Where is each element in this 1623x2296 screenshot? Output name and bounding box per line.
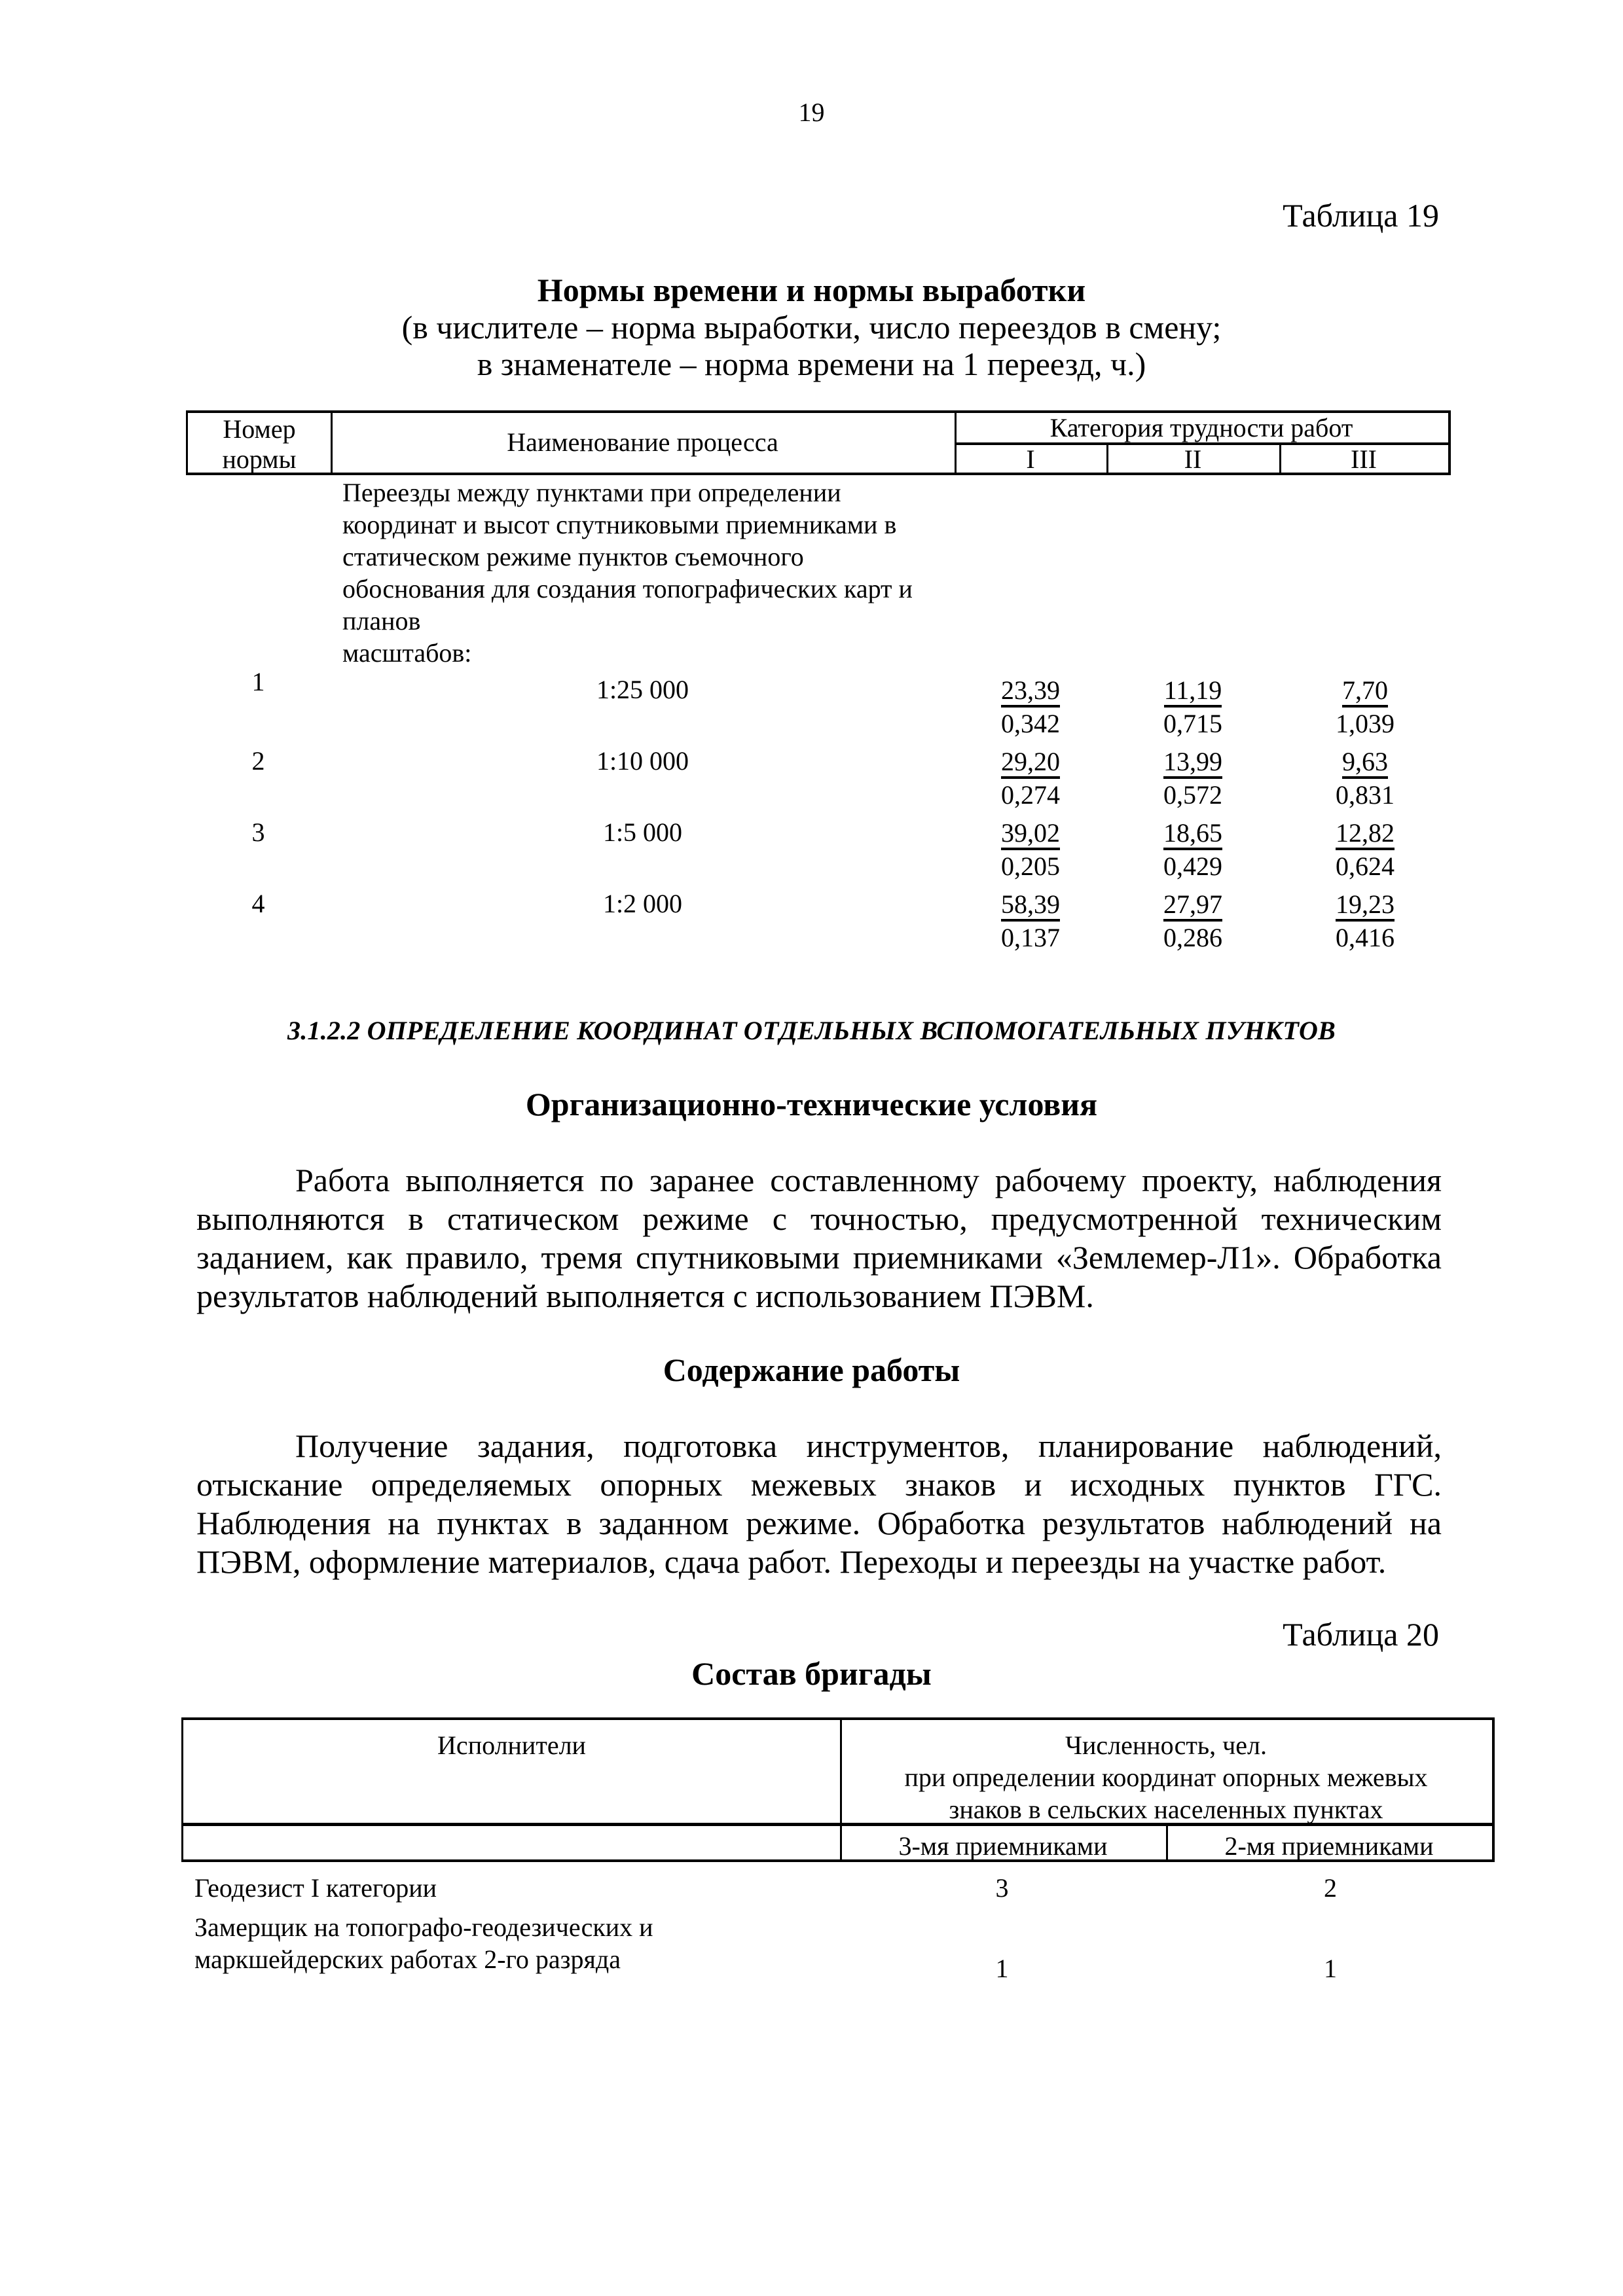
table-19-subtitle-line-1: (в числителе – норма выработки, число переездов в смену; [401,309,1222,346]
fraction-cell [1106,674,1279,740]
table-19-title: Нормы времени и нормы выработки [537,272,1086,308]
fraction-denominator: 0,572 [1163,780,1222,810]
table-row-value: 3 [995,1873,1009,1903]
fraction-cell [955,674,1106,740]
performer-line: Замерщик на топографо-геодезических и [194,1912,653,1942]
fraction-denominator: 0,831 [1336,780,1395,810]
fraction-numerator: 29,20 [1001,749,1060,779]
table-19-label: Таблица 19 [1283,197,1439,234]
fraction-denominator: 1,039 [1336,709,1395,738]
fraction-numerator: 7,70 [1342,677,1388,708]
fraction-numerator: 19,23 [1336,891,1395,922]
content-heading: Содержание работы [663,1352,960,1388]
fraction-numerator: 27,97 [1163,891,1222,922]
fraction-numerator: 12,82 [1336,820,1395,850]
table-row-performer [194,1911,653,1975]
fraction-cell [955,888,1106,954]
fraction-numerator: 18,65 [1163,820,1222,850]
header-count-line: при определении координат опорных межевых [904,1763,1428,1792]
fraction-cell [1279,817,1451,882]
fraction-cell [1279,888,1451,954]
header-category-II: II [1184,444,1202,474]
header-norm-number-line-2: нормы [222,444,297,474]
process-description-line: планов [342,606,421,636]
table-19-subtitle-line-2: в знаменателе – норма времени на 1 переезд, ч.) [477,346,1146,382]
content-paragraph: Получение задания, подготовка инструментов, планирование наблюдений, отыскание определяемых опорных межевых знаков и исходных пунктов ГГС. Наблюдения на пунктах в заданном режиме. Обработка результатов наблюдений на ПЭВМ, оформление материалов, сдача работ. Переходы и переезды на участке работ. [196,1427,1442,1580]
header-category-I: I [1026,444,1035,474]
fraction-cell [955,817,1106,882]
fraction-denominator: 0,205 [1001,852,1060,881]
fraction-numerator: 13,99 [1163,749,1222,779]
header-performers: Исполнители [437,1731,586,1760]
table-row-number: 4 [251,889,265,918]
process-description [342,476,945,669]
header-two-receivers: 2-мя приемниками [1224,1831,1434,1861]
process-description-line: статическом режиме пунктов съемочного [342,542,804,571]
table-20-label: Таблица 20 [1283,1616,1439,1653]
fraction-denominator: 0,429 [1163,852,1222,881]
table-row-number: 1 [251,667,265,696]
header-norm-number [188,414,331,475]
fraction-numerator: 58,39 [1001,891,1060,922]
table-row-number: 3 [251,817,265,847]
fraction-cell [1106,888,1279,954]
process-description-line: координат и высот спутниковыми приемниками в [342,510,897,539]
fraction-denominator: 0,274 [1001,780,1060,810]
table-row-value: 1 [995,1954,1009,1983]
header-count-line: Численность, чел. [1065,1731,1267,1760]
section-heading: 3.1.2.2 ОПРЕДЕЛЕНИЕ КООРДИНАТ ОТДЕЛЬНЫХ ВСПОМОГАТЕЛЬНЫХ ПУНКТОВ [287,1016,1336,1045]
table-20-title: Состав бригады [691,1655,932,1692]
fraction-cell [1279,674,1451,740]
fraction-numerator: 23,39 [1001,677,1060,708]
fraction-denominator: 0,342 [1001,709,1060,738]
fraction-numerator: 9,63 [1342,749,1388,779]
table-row-scale: 1:5 000 [602,817,683,847]
org-tech-heading: Организационно-технические условия [525,1086,1098,1122]
fraction-denominator: 0,137 [1001,923,1060,952]
header-count [840,1729,1492,1825]
table-row-performer: Геодезист I категории [194,1873,437,1903]
fraction-cell [1106,817,1279,882]
fraction-denominator: 0,715 [1163,709,1222,738]
process-description-line: масштабов: [342,638,472,668]
header-category-III: III [1351,444,1377,474]
table-row-value: 2 [1324,1873,1337,1903]
performer-line: маркшейдерских работах 2-го разряда [194,1945,621,1974]
fraction-numerator: 39,02 [1001,820,1060,850]
table-row-scale: 1:25 000 [596,675,689,704]
header-process-name: Наименование процесса [507,427,778,457]
fraction-denominator: 0,416 [1336,923,1395,952]
table-20-header [181,1717,1495,1862]
table-row-scale: 1:10 000 [596,746,689,776]
header-norm-number-line-1: Номер [223,414,296,444]
header-three-receivers: 3-мя приемниками [898,1831,1108,1861]
table-row-number: 2 [251,746,265,776]
table-row-value: 1 [1324,1954,1337,1983]
fraction-cell [955,745,1106,811]
fraction-cell [1106,745,1279,811]
page-number: 19 [798,98,825,127]
process-description-line: Переезды между пунктами при определении [342,478,841,507]
header-count-line: знаков в сельских населенных пунктах [949,1795,1383,1824]
fraction-denominator: 0,624 [1336,852,1395,881]
fraction-cell [1279,745,1451,811]
table-row-scale: 1:2 000 [602,889,683,918]
header-category-group: Категория трудности работ [1049,413,1353,442]
org-tech-paragraph: Работа выполняется по заранее составленному рабочему проекту, наблюдения выполняются в статическом режиме с точностью, предусмотренной техническим заданием, как правило, тремя спутниковыми приемниками «Землемер-Л1». Обработка результатов наблюдений выполняется с использованием ПЭВМ. [196,1162,1442,1314]
table-19-header [186,410,1451,475]
process-description-line: обоснования для создания топографических карт и [342,574,913,603]
fraction-denominator: 0,286 [1163,923,1222,952]
fraction-numerator: 11,19 [1164,677,1222,708]
